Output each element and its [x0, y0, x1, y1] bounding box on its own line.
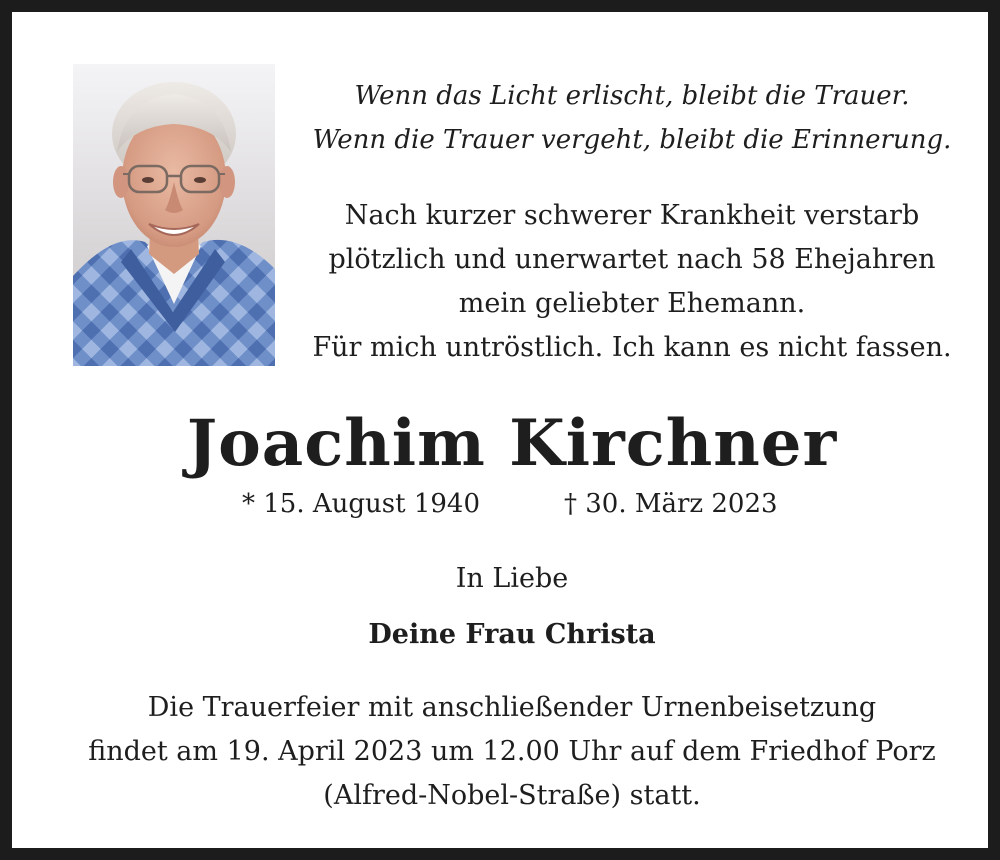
- funeral-line: (Alfred-Nobel-Straße) statt.: [323, 780, 701, 811]
- portrait-image: [73, 64, 275, 366]
- closing-phrase: In Liebe: [455, 563, 569, 594]
- portrait-photo: [73, 64, 275, 366]
- funeral-line: Die Trauerfeier mit anschließender Urnenbeisetzung: [147, 692, 877, 723]
- announcement-line: plötzlich und unerwartet nach 58 Ehejahren: [328, 244, 936, 275]
- quote-line: Wenn die Trauer vergeht, bleibt die Erinnerung.: [312, 125, 952, 155]
- funeral-line: findet am 19. April 2023 um 12.00 Uhr auf dem Friedhof Porz: [88, 736, 936, 767]
- quote-block: [302, 74, 962, 162]
- death-date: † 30. März 2023: [564, 489, 778, 519]
- announcement-line: Für mich untröstlich. Ich kann es nicht fassen.: [312, 332, 952, 363]
- funeral-notice: [72, 686, 952, 818]
- birth-date: * 15. August 1940: [242, 489, 481, 519]
- announcement-text: [282, 194, 982, 370]
- mourner-signature: Deine Frau Christa: [368, 619, 656, 650]
- announcement-line: mein geliebter Ehemann.: [458, 288, 806, 319]
- quote-line: Wenn das Licht erlischt, bleibt die Trauer.: [354, 81, 910, 111]
- announcement-line: Nach kurzer schwerer Krankheit verstarb: [344, 200, 920, 231]
- deceased-name: Joachim Kirchner: [186, 406, 838, 481]
